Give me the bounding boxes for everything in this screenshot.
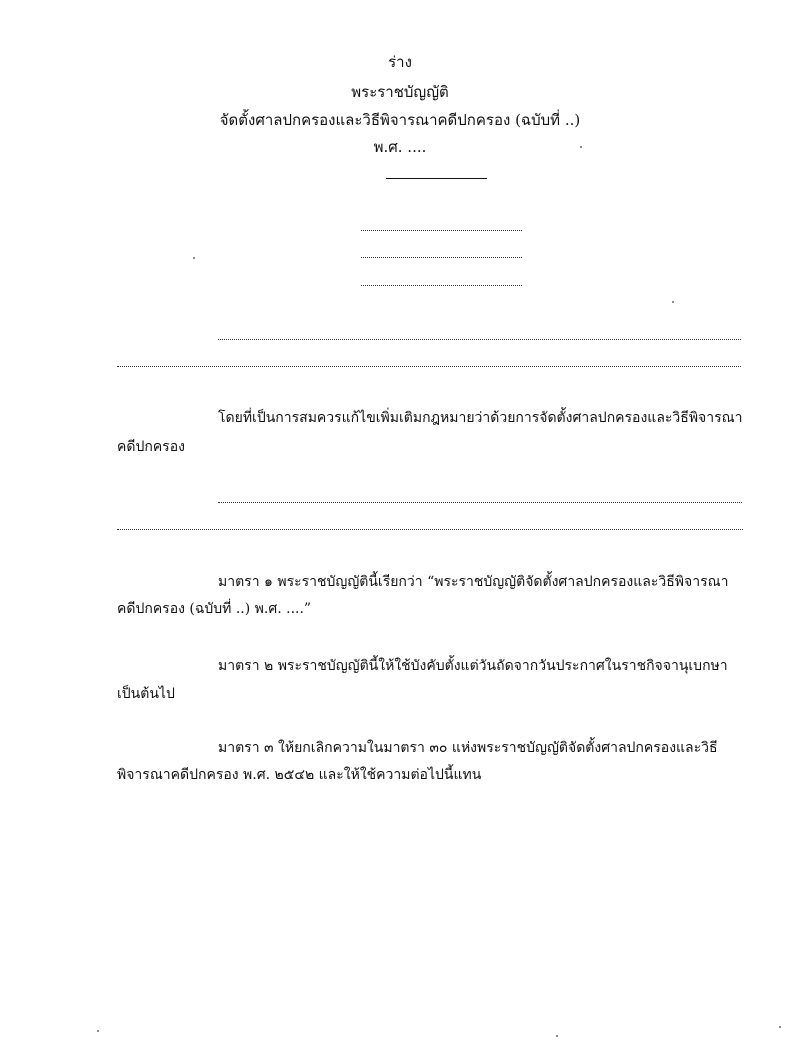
blank-paragraph-line-4 [117,529,743,530]
section-2-line-1: มาตรา ๒ พระราชบัญญัตินี้ให้ใช้บังคับตั้งแต่วันถัดจากวันประกาศในราชกิจจานุเบกษา [218,658,728,674]
scan-speck [97,1030,99,1032]
scan-speck [580,146,582,148]
act-type-title: พระราชบัญญัติ [351,83,449,101]
scan-speck [672,301,674,303]
blank-dotted-line-1 [361,230,522,231]
scan-speck [556,1035,558,1037]
preamble-line-1: โดยที่เป็นการสมควรแก้ไขเพิ่มเติมกฎหมายว่าด้วยการจัดตั้งศาลปกครองและวิธีพิจารณา [218,410,743,426]
act-name-title: จัดตั้งศาลปกครองและวิธีพิจารณาคดีปกครอง (ฉบับที่ ..) [219,111,581,129]
section-3-line-1: มาตรา ๓ ให้ยกเลิกความในมาตรา ๓๐ แห่งพระราชบัญญัติจัดตั้งศาลปกครองและวิธี [218,740,718,756]
blank-paragraph-line-3 [218,502,742,503]
blank-dotted-line-2 [361,257,522,258]
section-1-line-1: มาตรา ๑ พระราชบัญญัตินี้เรียกว่า “พระราชบัญญัติจัดตั้งศาลปกครองและวิธีพิจารณา [218,574,729,590]
act-year: พ.ศ. .... [373,138,427,156]
section-1-line-2: คดีปกครอง (ฉบับที่ ..) พ.ศ. ....” [117,601,312,617]
blank-paragraph-line-2 [117,366,741,367]
preamble-line-2: คดีปกครอง [117,439,185,455]
title-underline [386,178,487,179]
section-2-line-2: เป็นต้นไป [117,686,175,702]
draft-label: ร่าง [388,53,412,71]
blank-dotted-line-3 [361,285,522,286]
scan-speck [193,257,195,259]
blank-paragraph-line-1 [218,339,741,340]
section-3-line-2: พิจารณาคดีปกครอง พ.ศ. ๒๕๔๒ และให้ใช้ความต่อไปนี้แทน [117,767,482,783]
scan-speck [779,1026,781,1028]
